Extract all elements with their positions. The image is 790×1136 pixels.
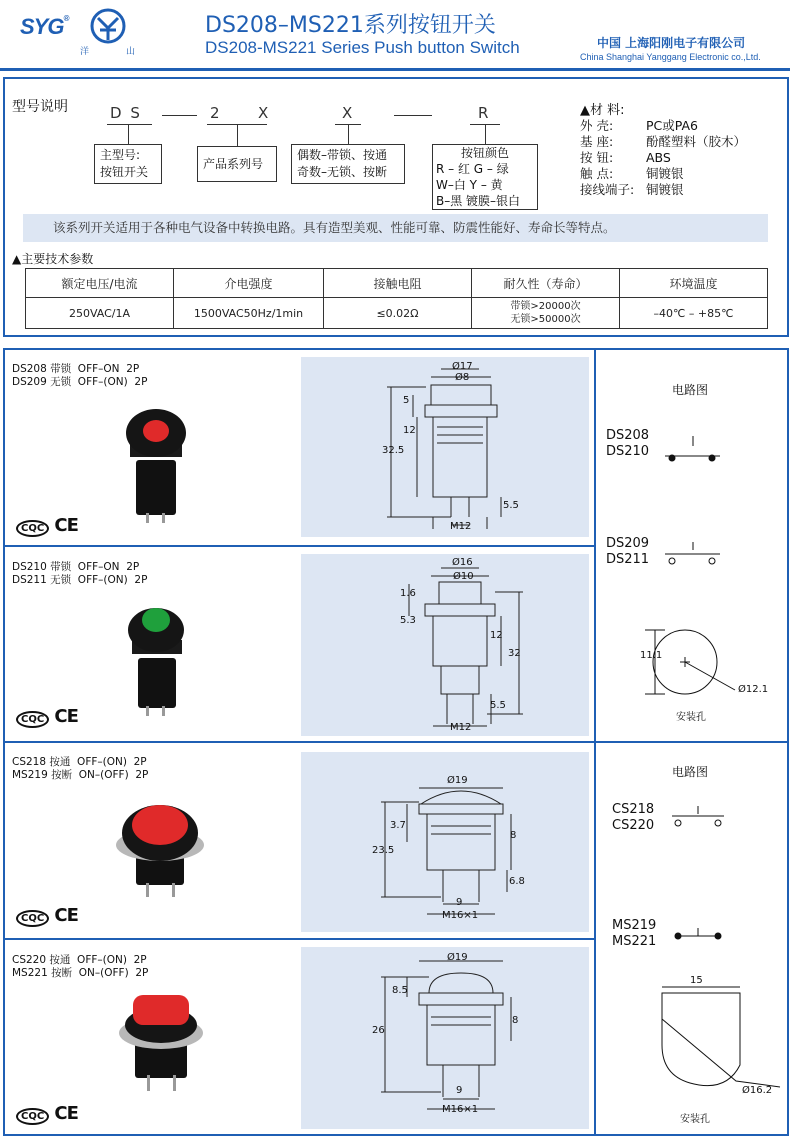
cert-marks: CQC CE bbox=[16, 515, 78, 536]
product-title: DS210 带锁 OFF–ON 2P DS211 无锁 OFF–(ON) 2P bbox=[12, 561, 148, 586]
syg-logo: SYG® bbox=[20, 14, 69, 39]
dim-label: Ø19 bbox=[447, 952, 468, 963]
dimension-drawing-cs218 bbox=[301, 752, 589, 932]
cert-marks: CQC CE bbox=[16, 1103, 78, 1124]
product-photo-ds210 bbox=[118, 600, 198, 720]
dim-label: 23.5 bbox=[372, 845, 395, 856]
material-row: 基 座: 酚醛塑料（胶木） bbox=[580, 134, 747, 149]
row-divider bbox=[3, 938, 595, 940]
leader-line bbox=[128, 124, 129, 144]
dim-label: 5 bbox=[403, 395, 410, 406]
dim-label: 8.5 bbox=[392, 985, 408, 996]
material-row: 外 壳: PC或PA6 bbox=[580, 118, 699, 133]
spec-value-row bbox=[26, 298, 768, 329]
dim-label: 8 bbox=[510, 830, 517, 841]
label-main-model: 主型号: 按钮开关 bbox=[94, 144, 162, 184]
dim-label: Ø16.2 bbox=[742, 1085, 773, 1096]
material-row: 接线端子: 铜镀银 bbox=[580, 182, 684, 197]
dim-label: M12 bbox=[450, 722, 472, 733]
dim-label: 1.6 bbox=[400, 588, 416, 599]
dimension-drawing-ds208 bbox=[301, 357, 589, 537]
spec-col-header: 耐久性（寿命） bbox=[472, 269, 620, 298]
page-title: DS208–MS221系列按钮开关 bbox=[205, 13, 496, 38]
dim-label: M16×1 bbox=[442, 1104, 479, 1115]
spec-col-header: 介电强度 bbox=[174, 269, 324, 298]
company-name-en: China Shanghai Yanggang Electronic co.,Ltd. bbox=[580, 52, 761, 62]
dim-label: 32 bbox=[508, 648, 521, 659]
dim-label: Ø17 bbox=[452, 361, 473, 372]
logo-caption-left: 洋 bbox=[80, 47, 90, 57]
leader-line bbox=[485, 124, 486, 144]
dim-label: 8 bbox=[512, 1015, 519, 1026]
circuit-label: CS218 CS220 bbox=[612, 802, 655, 833]
dim-label: Ø12.1 bbox=[738, 684, 769, 695]
product-photo-cs220 bbox=[115, 985, 210, 1100]
code-dash bbox=[162, 115, 197, 116]
spec-cell: 带锁>20000次 无锁>50000次 bbox=[472, 298, 620, 329]
dim-label: Ø10 bbox=[453, 571, 474, 582]
spec-col-header: 接触电阻 bbox=[324, 269, 472, 298]
code-r: R bbox=[478, 104, 491, 122]
spec-cell: ≤0.02Ω bbox=[324, 298, 472, 329]
material-row: 按 钮: ABS bbox=[580, 150, 671, 165]
dim-label: 9 bbox=[456, 1085, 463, 1096]
product-title: DS208 带锁 OFF–ON 2P DS209 无锁 OFF–(ON) 2P bbox=[12, 363, 148, 388]
code-series: 2 bbox=[210, 104, 222, 122]
dim-label: 3.7 bbox=[390, 820, 406, 831]
spec-cell: 1500VAC50Hz/1min bbox=[174, 298, 324, 329]
dim-label: 15 bbox=[690, 975, 703, 986]
yanggang-logo bbox=[78, 8, 138, 57]
leader-line bbox=[348, 124, 349, 144]
dim-label: 12 bbox=[490, 630, 503, 641]
spec-heading: ▲主要技术参数 bbox=[12, 252, 94, 266]
row-divider bbox=[3, 545, 595, 547]
code-x1: X bbox=[258, 104, 271, 122]
circuit-heading: 电路图 bbox=[672, 765, 709, 779]
circuit-label: DS209 DS211 bbox=[606, 536, 650, 567]
dim-label: Ø16 bbox=[452, 557, 473, 568]
dim-label: Ø19 bbox=[447, 775, 468, 786]
spec-header-row bbox=[26, 269, 768, 298]
code-dash bbox=[394, 115, 432, 116]
dim-label: M12 bbox=[450, 521, 472, 532]
yanggang-emblem-icon bbox=[78, 8, 138, 48]
label-button-color: 按钮颜色 R – 红 G – 绿 W–白 Y – 黄 B–黑 镀膜–银白 bbox=[432, 144, 538, 210]
circuit-label: MS219 MS221 bbox=[612, 918, 657, 949]
dim-label: 9 bbox=[456, 897, 463, 908]
spec-cell: 250VAC/1A bbox=[26, 298, 174, 329]
spec-cell: –40℃ – +85℃ bbox=[620, 298, 768, 329]
materials-heading: ▲材 料: bbox=[580, 103, 625, 118]
dimension-drawing-cs220 bbox=[301, 947, 589, 1129]
circuit-no-latch-icon bbox=[665, 436, 725, 462]
product-photo-ds208 bbox=[118, 405, 198, 525]
dim-label: 26 bbox=[372, 1025, 385, 1036]
circuit-normally-closed-icon bbox=[672, 922, 732, 946]
dim-label: 32.5 bbox=[382, 445, 405, 456]
dim-label: 6.8 bbox=[509, 876, 525, 887]
page-subtitle: DS208-MS221 Series Push button Switch bbox=[205, 38, 520, 57]
dim-label: M16×1 bbox=[442, 910, 479, 921]
spec-col-header: 环境温度 bbox=[620, 269, 768, 298]
code-underline bbox=[107, 124, 152, 125]
product-title: CS218 按通 OFF–(ON) 2P MS219 按断 ON–(OFF) 2P bbox=[12, 756, 149, 781]
company-name-cn: 中国 上海阳刚电子有限公司 bbox=[597, 36, 746, 50]
mount-hole-2-icon bbox=[650, 985, 780, 1090]
dim-label: 5.5 bbox=[490, 700, 506, 711]
circuit-momentary-icon bbox=[665, 542, 725, 568]
label-lock-type: 偶数–带锁、按通 奇数–无锁、按断 bbox=[291, 144, 405, 184]
model-heading: 型号说明 bbox=[12, 99, 68, 115]
spec-col-header: 额定电压/电流 bbox=[26, 269, 174, 298]
dim-label: 5.3 bbox=[400, 615, 416, 626]
circuit-momentary-icon bbox=[672, 806, 732, 830]
dim-label: 12 bbox=[403, 425, 416, 436]
mount-hole-label: 安装孔 bbox=[680, 1114, 710, 1125]
circuit-label: DS208 DS210 bbox=[606, 428, 650, 459]
cert-marks: CQC CE bbox=[16, 706, 78, 727]
logo-caption-right: 山 bbox=[126, 47, 136, 57]
header-divider bbox=[0, 68, 790, 71]
row-divider bbox=[3, 741, 789, 743]
dimension-drawing-ds210 bbox=[301, 554, 589, 736]
code-x2: X bbox=[342, 104, 355, 122]
circuit-heading: 电路图 bbox=[672, 383, 709, 397]
leader-line bbox=[237, 124, 238, 146]
product-title: CS220 按通 OFF–(ON) 2P MS221 按断 ON–(OFF) 2P bbox=[12, 954, 149, 979]
product-photo-cs218 bbox=[110, 795, 210, 905]
dim-label: 5.5 bbox=[503, 500, 519, 511]
dim-label: 11.1 bbox=[640, 650, 663, 661]
dim-label: Ø8 bbox=[455, 372, 470, 383]
mount-hole-label: 安装孔 bbox=[676, 712, 706, 723]
material-row: 触 点: 铜镀银 bbox=[580, 166, 684, 181]
cert-marks: CQC CE bbox=[16, 905, 78, 926]
series-description: 该系列开关适用于各种电气设备中转换电路。具有造型美观、性能可靠、防震性能好、寿命长等特点。 bbox=[23, 214, 768, 242]
code-ds: D S bbox=[110, 104, 142, 122]
label-series: 产品系列号 bbox=[197, 146, 277, 182]
spec-table bbox=[25, 268, 768, 329]
